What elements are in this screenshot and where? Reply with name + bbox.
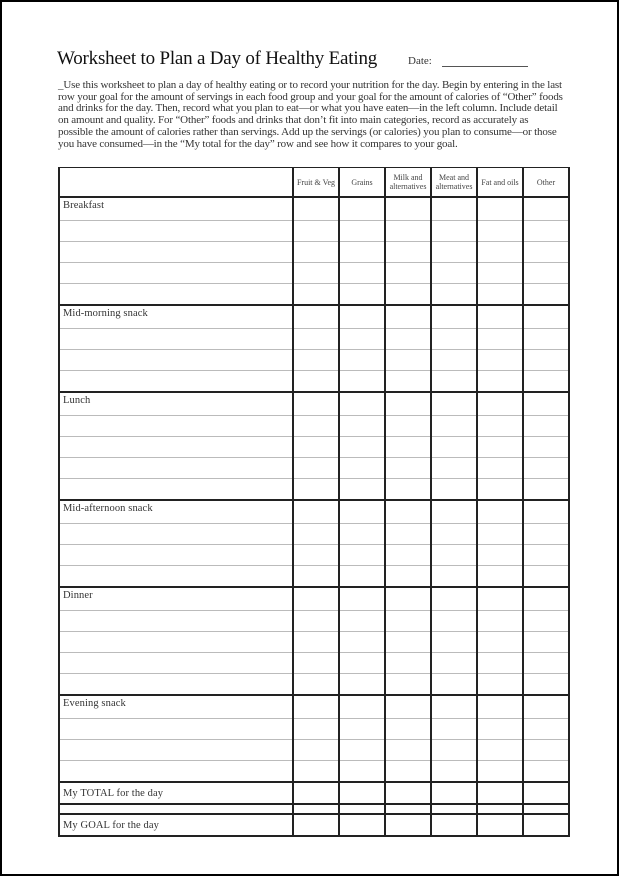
- table-row: [59, 566, 569, 588]
- spacer-cell: [293, 804, 339, 814]
- table-row: [59, 242, 569, 263]
- serving-cell[interactable]: [477, 611, 523, 632]
- serving-cell[interactable]: [477, 632, 523, 653]
- food-entry-cell[interactable]: [59, 611, 293, 632]
- serving-cell[interactable]: [339, 329, 385, 350]
- serving-cell[interactable]: [523, 782, 569, 804]
- serving-cell[interactable]: [293, 566, 339, 588]
- serving-cell[interactable]: [431, 632, 477, 653]
- header-fat-oils: Fat and oils: [477, 168, 523, 198]
- serving-cell[interactable]: [339, 350, 385, 371]
- food-entry-cell[interactable]: [59, 479, 293, 501]
- serving-cell[interactable]: [385, 437, 431, 458]
- serving-cell[interactable]: [523, 719, 569, 740]
- table-body: [59, 197, 569, 836]
- serving-cell[interactable]: [523, 350, 569, 371]
- serving-cell[interactable]: [477, 284, 523, 306]
- table-row: [59, 500, 569, 524]
- serving-cell[interactable]: [339, 632, 385, 653]
- serving-cell[interactable]: [293, 719, 339, 740]
- serving-cell[interactable]: [431, 371, 477, 393]
- serving-cell[interactable]: [477, 740, 523, 761]
- serving-cell[interactable]: [523, 524, 569, 545]
- table-row: [59, 263, 569, 284]
- serving-cell[interactable]: [293, 545, 339, 566]
- serving-cell[interactable]: [385, 653, 431, 674]
- food-entry-cell[interactable]: [59, 416, 293, 437]
- serving-cell[interactable]: [293, 371, 339, 393]
- serving-cell[interactable]: [293, 653, 339, 674]
- serving-cell[interactable]: [477, 416, 523, 437]
- table-row: [59, 719, 569, 740]
- serving-cell[interactable]: [523, 814, 569, 836]
- serving-cell[interactable]: [385, 263, 431, 284]
- serving-cell[interactable]: [293, 761, 339, 783]
- food-entry-cell[interactable]: [59, 221, 293, 242]
- serving-cell[interactable]: [477, 500, 523, 524]
- serving-cell[interactable]: [523, 305, 569, 329]
- serving-cell[interactable]: [339, 545, 385, 566]
- goal-row: [59, 814, 569, 836]
- serving-cell[interactable]: [339, 695, 385, 719]
- serving-cell[interactable]: [523, 566, 569, 588]
- serving-cell[interactable]: [385, 479, 431, 501]
- serving-cell[interactable]: [385, 416, 431, 437]
- serving-cell[interactable]: [431, 242, 477, 263]
- serving-cell[interactable]: [339, 653, 385, 674]
- serving-cell[interactable]: [523, 761, 569, 783]
- header-meat-alternatives: Meat and alternatives: [431, 168, 477, 198]
- serving-cell[interactable]: [523, 263, 569, 284]
- serving-cell[interactable]: [431, 416, 477, 437]
- serving-cell[interactable]: [339, 371, 385, 393]
- serving-cell[interactable]: [431, 719, 477, 740]
- table-row: [59, 284, 569, 306]
- serving-cell[interactable]: [339, 524, 385, 545]
- food-entry-cell[interactable]: [59, 437, 293, 458]
- section-label[interactable]: Mid-afternoon snack: [59, 500, 293, 524]
- table-row: [59, 524, 569, 545]
- serving-cell[interactable]: [477, 761, 523, 783]
- serving-cell[interactable]: [477, 695, 523, 719]
- serving-cell[interactable]: [477, 566, 523, 588]
- food-entry-cell[interactable]: [59, 371, 293, 393]
- table-header-row: [59, 168, 569, 198]
- food-entry-cell[interactable]: [59, 284, 293, 306]
- serving-cell[interactable]: [523, 416, 569, 437]
- section-label[interactable]: Dinner: [59, 587, 293, 611]
- table-row: [59, 653, 569, 674]
- date-field-line[interactable]: [442, 66, 528, 67]
- serving-cell[interactable]: [477, 329, 523, 350]
- serving-cell[interactable]: [431, 653, 477, 674]
- table-row: [59, 197, 569, 221]
- serving-cell[interactable]: [431, 458, 477, 479]
- serving-cell[interactable]: [385, 719, 431, 740]
- table-row: [59, 392, 569, 416]
- instructions-text: _Use this worksheet to plan a day of healthy eating or to record your nutrition for the day. Begin by entering in the last row your goal for the amount of servings in each food group and your goal for the amount of calories of “Other” foods and drinks for the day. Then, record what you plan to eat—or what you have eaten—in the left column. Include detail on amount and quality. For “Other” foods and drinks that don’t fit into main categories, record as accurately as possible the amount of calories rather than servings. Add up the servings (or calories) you plan to consume—or those you have consumed—in the “My total for the day” row and see how it compares to your goal.: [58, 79, 563, 150]
- serving-cell[interactable]: [477, 545, 523, 566]
- food-entry-cell[interactable]: [59, 653, 293, 674]
- serving-cell[interactable]: [339, 284, 385, 306]
- serving-cell[interactable]: [523, 458, 569, 479]
- spacer-cell: [477, 804, 523, 814]
- table-row: [59, 437, 569, 458]
- spacer-cell: [431, 804, 477, 814]
- serving-cell[interactable]: [477, 221, 523, 242]
- table-row: [59, 305, 569, 329]
- serving-cell[interactable]: [523, 674, 569, 696]
- serving-cell[interactable]: [339, 242, 385, 263]
- serving-cell[interactable]: [293, 263, 339, 284]
- serving-cell[interactable]: [293, 814, 339, 836]
- serving-cell[interactable]: [523, 284, 569, 306]
- serving-cell[interactable]: [339, 458, 385, 479]
- serving-cell[interactable]: [477, 524, 523, 545]
- serving-cell[interactable]: [385, 242, 431, 263]
- serving-cell[interactable]: [339, 500, 385, 524]
- spacer-cell: [385, 804, 431, 814]
- serving-cell[interactable]: [477, 674, 523, 696]
- serving-cell[interactable]: [385, 814, 431, 836]
- spacer-cell: [523, 804, 569, 814]
- serving-cell[interactable]: [477, 263, 523, 284]
- serving-cell[interactable]: [339, 814, 385, 836]
- section-label[interactable]: Mid-morning snack: [59, 305, 293, 329]
- date-label: Date:: [408, 55, 432, 67]
- spacer-cell: [59, 804, 293, 814]
- serving-cell[interactable]: [385, 695, 431, 719]
- serving-cell[interactable]: [477, 719, 523, 740]
- goal-row-label: My GOAL for the day: [59, 814, 293, 836]
- food-entry-cell[interactable]: [59, 263, 293, 284]
- serving-cell[interactable]: [385, 350, 431, 371]
- serving-cell[interactable]: [431, 197, 477, 221]
- serving-cell[interactable]: [431, 263, 477, 284]
- serving-cell[interactable]: [431, 814, 477, 836]
- table-row: [59, 761, 569, 783]
- serving-cell[interactable]: [385, 197, 431, 221]
- serving-cell[interactable]: [385, 611, 431, 632]
- serving-cell[interactable]: [293, 437, 339, 458]
- serving-cell[interactable]: [385, 458, 431, 479]
- serving-cell[interactable]: [385, 740, 431, 761]
- serving-cell[interactable]: [523, 329, 569, 350]
- serving-cell[interactable]: [385, 545, 431, 566]
- serving-cell[interactable]: [431, 740, 477, 761]
- header-grains: Grains: [339, 168, 385, 198]
- serving-cell[interactable]: [339, 479, 385, 501]
- header-other: Other: [523, 168, 569, 198]
- food-entry-cell[interactable]: [59, 674, 293, 696]
- serving-cell[interactable]: [339, 782, 385, 804]
- serving-cell[interactable]: [523, 740, 569, 761]
- serving-cell[interactable]: [431, 305, 477, 329]
- serving-cell[interactable]: [339, 437, 385, 458]
- serving-cell[interactable]: [293, 350, 339, 371]
- serving-cell[interactable]: [431, 329, 477, 350]
- serving-cell[interactable]: [431, 695, 477, 719]
- serving-cell[interactable]: [293, 305, 339, 329]
- serving-cell[interactable]: [431, 392, 477, 416]
- serving-cell[interactable]: [431, 674, 477, 696]
- food-entry-cell[interactable]: [59, 242, 293, 263]
- serving-cell[interactable]: [293, 284, 339, 306]
- table-row: [59, 545, 569, 566]
- food-entry-cell[interactable]: [59, 632, 293, 653]
- serving-cell[interactable]: [339, 719, 385, 740]
- header-fruit-veg: Fruit & Veg: [293, 168, 339, 198]
- serving-cell[interactable]: [339, 587, 385, 611]
- serving-cell[interactable]: [477, 814, 523, 836]
- serving-cell[interactable]: [293, 611, 339, 632]
- serving-cell[interactable]: [523, 632, 569, 653]
- serving-cell[interactable]: [477, 653, 523, 674]
- section-label[interactable]: Breakfast: [59, 197, 293, 221]
- serving-cell[interactable]: [385, 566, 431, 588]
- serving-cell[interactable]: [523, 545, 569, 566]
- serving-cell[interactable]: [293, 695, 339, 719]
- table-row: [59, 350, 569, 371]
- table-row: [59, 371, 569, 393]
- serving-cell[interactable]: [293, 674, 339, 696]
- eating-worksheet-table: [58, 167, 570, 837]
- serving-cell[interactable]: [431, 500, 477, 524]
- serving-cell[interactable]: [477, 392, 523, 416]
- serving-cell[interactable]: [523, 653, 569, 674]
- serving-cell[interactable]: [385, 500, 431, 524]
- food-entry-cell[interactable]: [59, 545, 293, 566]
- serving-cell[interactable]: [523, 392, 569, 416]
- serving-cell[interactable]: [339, 566, 385, 588]
- serving-cell[interactable]: [293, 740, 339, 761]
- food-entry-cell[interactable]: [59, 329, 293, 350]
- serving-cell[interactable]: [339, 611, 385, 632]
- serving-cell[interactable]: [477, 371, 523, 393]
- serving-cell[interactable]: [293, 458, 339, 479]
- serving-cell[interactable]: [385, 371, 431, 393]
- table-row: [59, 587, 569, 611]
- serving-cell[interactable]: [477, 437, 523, 458]
- serving-cell[interactable]: [293, 221, 339, 242]
- serving-cell[interactable]: [339, 740, 385, 761]
- spacer-row: [59, 804, 569, 814]
- serving-cell[interactable]: [293, 479, 339, 501]
- serving-cell[interactable]: [523, 695, 569, 719]
- serving-cell[interactable]: [431, 479, 477, 501]
- serving-cell[interactable]: [523, 611, 569, 632]
- serving-cell[interactable]: [431, 545, 477, 566]
- serving-cell[interactable]: [523, 587, 569, 611]
- serving-cell[interactable]: [523, 221, 569, 242]
- food-entry-cell[interactable]: [59, 350, 293, 371]
- serving-cell[interactable]: [431, 761, 477, 783]
- serving-cell[interactable]: [431, 587, 477, 611]
- table-row: [59, 611, 569, 632]
- serving-cell[interactable]: [293, 197, 339, 221]
- serving-cell[interactable]: [431, 566, 477, 588]
- table-row: [59, 329, 569, 350]
- section-label[interactable]: Evening snack: [59, 695, 293, 719]
- table-row: [59, 221, 569, 242]
- section-label[interactable]: Lunch: [59, 392, 293, 416]
- serving-cell[interactable]: [385, 782, 431, 804]
- serving-cell[interactable]: [431, 221, 477, 242]
- serving-cell[interactable]: [293, 587, 339, 611]
- food-entry-cell[interactable]: [59, 740, 293, 761]
- serving-cell[interactable]: [339, 197, 385, 221]
- spacer-cell: [339, 804, 385, 814]
- serving-cell[interactable]: [339, 263, 385, 284]
- header-milk-alternatives: Milk and alternatives: [385, 168, 431, 198]
- serving-cell[interactable]: [477, 197, 523, 221]
- total-row: [59, 782, 569, 804]
- serving-cell[interactable]: [293, 524, 339, 545]
- serving-cell[interactable]: [385, 305, 431, 329]
- serving-cell[interactable]: [431, 524, 477, 545]
- serving-cell[interactable]: [431, 284, 477, 306]
- serving-cell[interactable]: [293, 242, 339, 263]
- total-row-label: My TOTAL for the day: [59, 782, 293, 804]
- serving-cell[interactable]: [477, 587, 523, 611]
- serving-cell[interactable]: [293, 392, 339, 416]
- table-row: [59, 695, 569, 719]
- serving-cell[interactable]: [293, 632, 339, 653]
- serving-cell[interactable]: [477, 350, 523, 371]
- food-entry-cell[interactable]: [59, 566, 293, 588]
- serving-cell[interactable]: [339, 674, 385, 696]
- serving-cell[interactable]: [477, 782, 523, 804]
- food-entry-cell[interactable]: [59, 719, 293, 740]
- table-row: [59, 416, 569, 437]
- serving-cell[interactable]: [431, 611, 477, 632]
- serving-cell[interactable]: [339, 416, 385, 437]
- serving-cell[interactable]: [477, 305, 523, 329]
- food-entry-cell[interactable]: [59, 761, 293, 783]
- serving-cell[interactable]: [293, 416, 339, 437]
- serving-cell[interactable]: [339, 761, 385, 783]
- serving-cell[interactable]: [293, 500, 339, 524]
- serving-cell[interactable]: [523, 197, 569, 221]
- serving-cell[interactable]: [385, 392, 431, 416]
- serving-cell[interactable]: [523, 479, 569, 501]
- serving-cell[interactable]: [477, 458, 523, 479]
- table-row: [59, 632, 569, 653]
- serving-cell[interactable]: [293, 329, 339, 350]
- food-entry-cell[interactable]: [59, 458, 293, 479]
- table-row: [59, 674, 569, 696]
- serving-cell[interactable]: [431, 782, 477, 804]
- serving-cell[interactable]: [385, 284, 431, 306]
- page-title: Worksheet to Plan a Day of Healthy Eating: [57, 48, 378, 69]
- serving-cell[interactable]: [477, 479, 523, 501]
- serving-cell[interactable]: [385, 524, 431, 545]
- serving-cell[interactable]: [523, 371, 569, 393]
- serving-cell[interactable]: [385, 674, 431, 696]
- serving-cell[interactable]: [293, 782, 339, 804]
- serving-cell[interactable]: [431, 437, 477, 458]
- serving-cell[interactable]: [385, 632, 431, 653]
- serving-cell[interactable]: [339, 392, 385, 416]
- table-row: [59, 458, 569, 479]
- serving-cell[interactable]: [385, 329, 431, 350]
- serving-cell[interactable]: [523, 437, 569, 458]
- serving-cell[interactable]: [431, 350, 477, 371]
- serving-cell[interactable]: [385, 587, 431, 611]
- serving-cell[interactable]: [385, 221, 431, 242]
- table-row: [59, 479, 569, 501]
- table-row: [59, 740, 569, 761]
- serving-cell[interactable]: [339, 221, 385, 242]
- serving-cell[interactable]: [523, 242, 569, 263]
- serving-cell[interactable]: [523, 500, 569, 524]
- serving-cell[interactable]: [339, 305, 385, 329]
- serving-cell[interactable]: [477, 242, 523, 263]
- serving-cell[interactable]: [385, 761, 431, 783]
- food-entry-cell[interactable]: [59, 524, 293, 545]
- header-description-cell: [59, 168, 293, 198]
